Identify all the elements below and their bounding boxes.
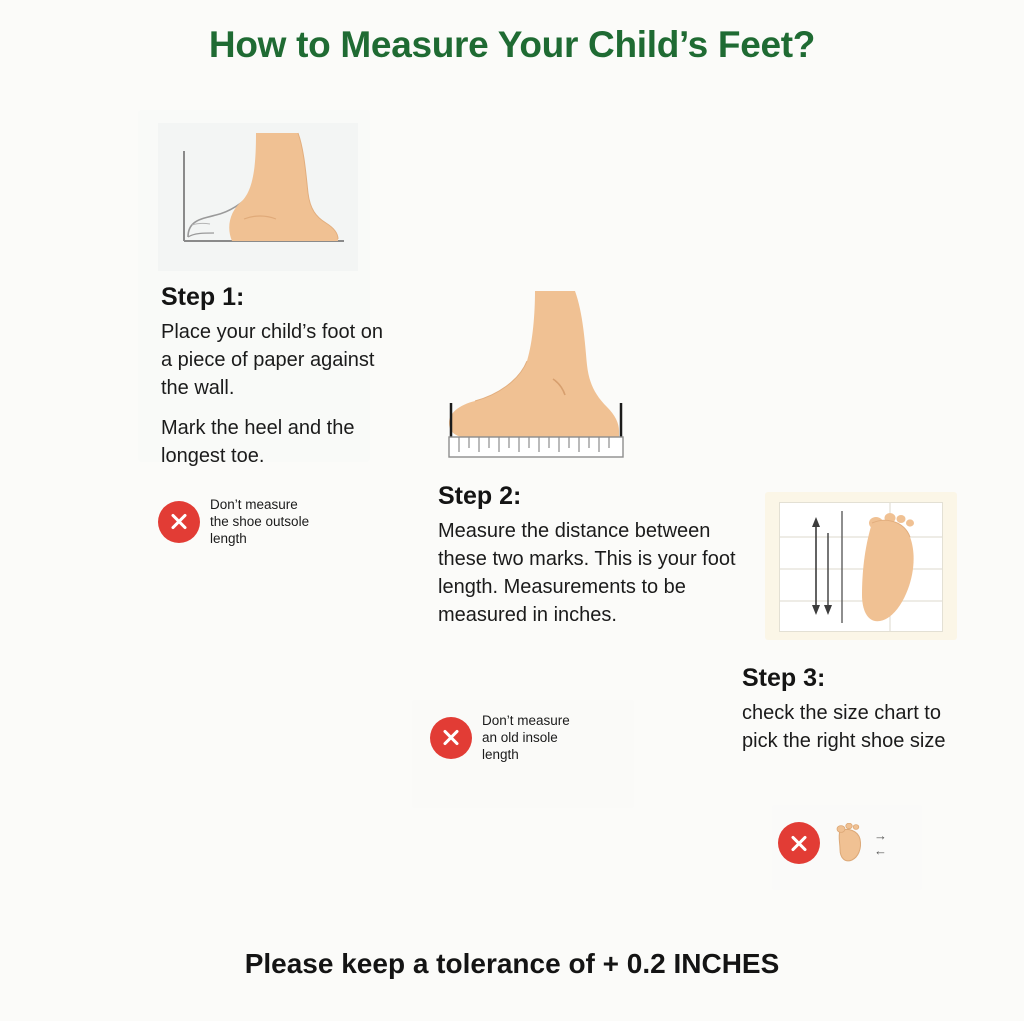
step-2-body xyxy=(438,517,738,629)
arrow-pair-icon xyxy=(874,827,887,858)
warning-1-text xyxy=(210,496,309,547)
step-3-text-block xyxy=(742,664,972,755)
warning-1 xyxy=(158,496,368,547)
step-3-title: Step 3: xyxy=(742,664,826,692)
step-3-body xyxy=(742,699,972,755)
warning-1-line-2: the shoe outsole xyxy=(210,514,310,529)
step-2-text-block xyxy=(438,482,738,629)
warning-2-line-3: length xyxy=(482,747,519,762)
warning-2 xyxy=(430,712,650,763)
foot-sole-icon xyxy=(830,823,864,863)
step-3-body-line-1: check the size chart to pick the right shoe size xyxy=(742,702,946,752)
warning-2-line-2: an old insole xyxy=(482,730,558,745)
step-2-illustration xyxy=(435,285,640,460)
warning-1-line-3: length xyxy=(210,531,247,546)
foot-against-wall-icon xyxy=(158,123,358,271)
step-1-illustration xyxy=(158,123,358,271)
step-1-body xyxy=(161,318,386,470)
warning-1-line-1: Don’t measure xyxy=(210,497,298,512)
step-1-body-line-1: Place your child’s foot on a piece of paper against the wall. xyxy=(161,321,383,399)
warning-2-text xyxy=(482,712,570,763)
step-1-body-line-2: Mark the heel and the longest toe. xyxy=(161,417,355,467)
step-1-title: Step 1: xyxy=(161,283,245,311)
warning-2-line-1: Don’t measure xyxy=(482,713,570,728)
page-title: How to Measure Your Child’s Feet? xyxy=(208,24,816,65)
step-1-text-block xyxy=(161,283,386,470)
warning-3 xyxy=(778,822,958,864)
tolerance-note: Please keep a tolerance of + 0.2 INCHES xyxy=(244,948,780,979)
step-2-body-line-1: Measure the distance between these two marks. This is your foot length. Measurements to be measured in inches. xyxy=(438,520,736,626)
arrow-left-icon: ← xyxy=(874,842,887,858)
x-circle-icon xyxy=(158,501,200,543)
foot-on-ruler-icon xyxy=(435,285,640,460)
x-circle-icon xyxy=(778,822,820,864)
foot-on-size-chart-icon xyxy=(780,503,942,631)
arrow-right-icon: → xyxy=(874,827,887,843)
step-2-title: Step 2: xyxy=(438,482,522,510)
x-circle-icon xyxy=(430,717,472,759)
step-3-illustration xyxy=(779,502,943,632)
